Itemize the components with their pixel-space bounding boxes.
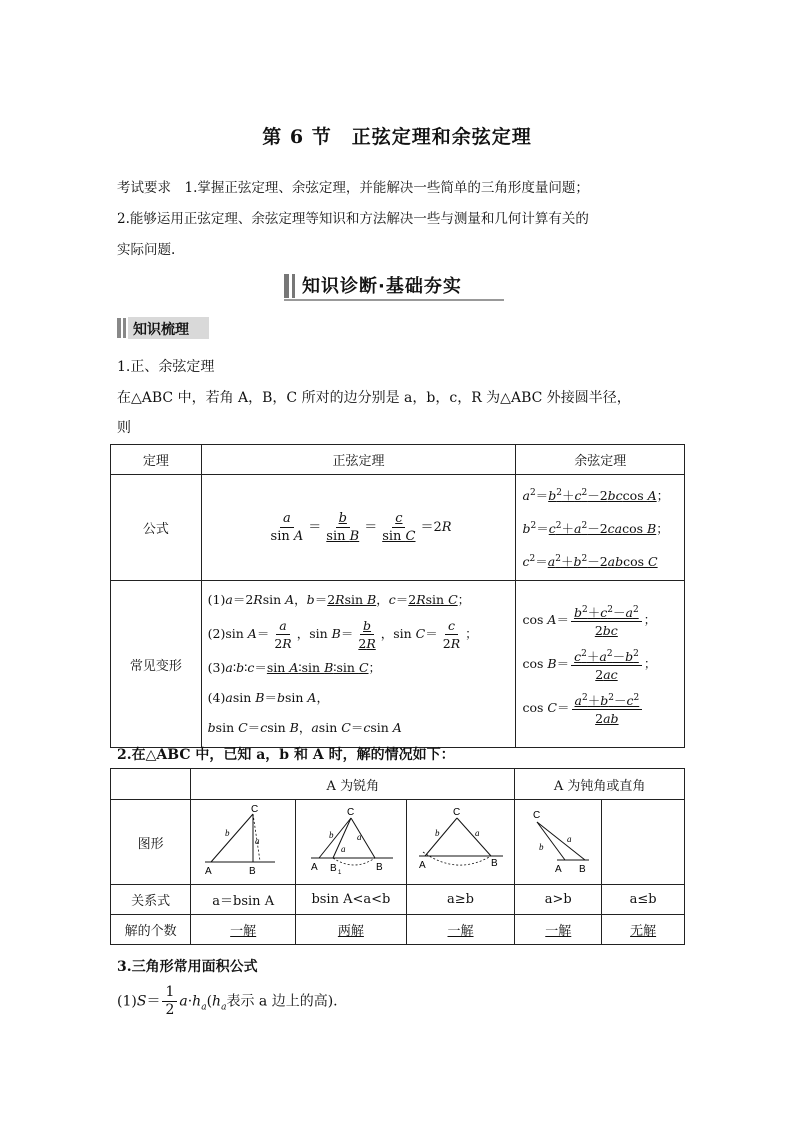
subheading xyxy=(117,317,209,339)
svg-text:a: a xyxy=(340,844,346,854)
relation-2: bsin A<a<b xyxy=(296,885,407,915)
section1-intro-2: 则 xyxy=(117,420,131,436)
page-title: 第 6 节 正弦定理和余弦定理 xyxy=(262,126,532,148)
count-4: 一解 xyxy=(515,915,602,945)
section3-heading: 3.三角形常用面积公式 xyxy=(117,959,258,975)
svg-text:b: b xyxy=(539,842,544,852)
section1-heading: 1.正、余弦定理 xyxy=(117,359,215,375)
header-theorem: 定理 xyxy=(111,445,202,475)
svg-text:B: B xyxy=(375,862,383,873)
figure-1 xyxy=(191,800,296,885)
svg-text:b: b xyxy=(434,828,440,838)
figure-2 xyxy=(296,800,407,885)
triangle-obtuse-figure-icon xyxy=(517,800,599,880)
requirements-line-1: 考试要求 1.掌握正弦定理、余弦定理，并能解决一些简单的三角形度量问题； xyxy=(117,180,589,196)
triangle-isosceles-figure-icon xyxy=(411,800,511,880)
svg-text:B: B xyxy=(329,863,337,874)
row-count-label: 解的个数 xyxy=(111,915,191,945)
svg-text:b: b xyxy=(328,830,334,840)
figure-3 xyxy=(406,800,515,885)
count-3: 一解 xyxy=(406,915,515,945)
triangle-two-solutions-icon xyxy=(301,800,401,880)
row-relation-label: 关系式 xyxy=(111,885,191,915)
requirements-line-3: 实际问题. xyxy=(117,242,176,258)
subheading-title: 知识梳理 xyxy=(133,322,189,338)
header-cosine-law: 余弦定理 xyxy=(516,445,685,475)
cosine-law-formula: $a^2=b^2+c^2-2bccos$ A； $b^2=c^2+a^2-2cacos$ B； $c^2=a^2+b^2-2abcos$ C xyxy=(516,475,685,581)
header-obtuse: A 为钝角或直角 xyxy=(515,769,685,800)
relation-5: a≤b xyxy=(602,885,685,915)
svg-text:C: C xyxy=(452,807,460,818)
svg-text:C: C xyxy=(251,804,259,815)
svg-text:1: 1 xyxy=(337,870,342,876)
svg-text:B: B xyxy=(249,866,256,877)
count-1: 一解 xyxy=(191,915,296,945)
svg-text:A: A xyxy=(555,864,562,875)
count-2: 两解 xyxy=(296,915,407,945)
svg-text:a: a xyxy=(474,828,480,838)
relation-3: a≥b xyxy=(406,885,515,915)
triangle-right-figure-icon xyxy=(193,800,293,880)
count-5: 无解 xyxy=(602,915,685,945)
sine-law-variants: (1)a＝2Rsin A，b＝2Rsin B，c＝2Rsin C； (2)sin A＝ $\frac{a}{2R}$ ，sin B＝ $\frac{b}{2R}$ ，sin C＝ $\frac{c}{2R}$ ； (3)a∶b∶c＝sin A∶sin B∶sin C； (4)asin B＝bsin A， bsin C＝csin B，asin C＝csin A xyxy=(201,581,516,748)
relation-4: a>b xyxy=(515,885,602,915)
requirements-line-2: 2.能够运用正弦定理、余弦定理等知识和方法解决一些与测量和几何计算有关的 xyxy=(117,211,589,227)
sine-law-formula: $\frac{a}{\text{sin A}}$ ＝ $\frac{b}{\text{sin B}}$ ＝ $\frac{c}{\text{sin C}}$ ＝2R xyxy=(201,475,516,581)
svg-text:C: C xyxy=(533,810,541,821)
svg-text:b: b xyxy=(225,828,230,838)
row-variant-label: 常见变形 xyxy=(111,581,202,748)
theorem-table xyxy=(110,444,685,748)
svg-text:a: a xyxy=(567,834,572,844)
svg-text:a: a xyxy=(356,832,362,842)
svg-text:A: A xyxy=(310,862,318,873)
svg-text:B: B xyxy=(490,858,498,869)
section-banner xyxy=(284,272,504,300)
solutions-table xyxy=(110,768,685,945)
svg-text:A: A xyxy=(205,866,212,877)
svg-text:C: C xyxy=(346,807,355,818)
svg-text:A: A xyxy=(418,860,426,871)
svg-text:B: B xyxy=(579,864,586,875)
svg-text:a: a xyxy=(255,836,260,846)
section2-heading: 2.在△ABC 中，已知 a，b 和 A 时，解的情况如下： xyxy=(117,747,455,763)
figure-4 xyxy=(515,800,602,885)
header-sine-law: 正弦定理 xyxy=(201,445,516,475)
section1-intro: 在△ABC 中，若角 A，B，C 所对的边分别是 a，b，c，R 为△ABC 外接圆半径， xyxy=(117,390,631,406)
cosine-law-variants: cos A＝ $\frac{b^2+c^2-a^2}{2bc}$ ； cos B＝ $\frac{c^2+a^2-b^2}{2ac}$ ； cos C＝ $\frac{a^2+b^2-c^2}{2ab}$ xyxy=(516,581,685,748)
relation-1: a＝bsin A xyxy=(191,885,296,915)
area-formula-suffix: 表示 a 边上的高). xyxy=(226,993,338,1010)
banner-title: 知识诊断·基础夯实 xyxy=(302,276,462,297)
header-acute: A 为锐角 xyxy=(191,769,515,800)
row-formula-label: 公式 xyxy=(111,475,202,581)
area-formula: (1)S＝ $\frac{1}{2}$ $a\cdot h_a(h_a$表示 a 边上的高). xyxy=(117,984,338,1018)
row-figure-label: 图形 xyxy=(111,800,191,885)
